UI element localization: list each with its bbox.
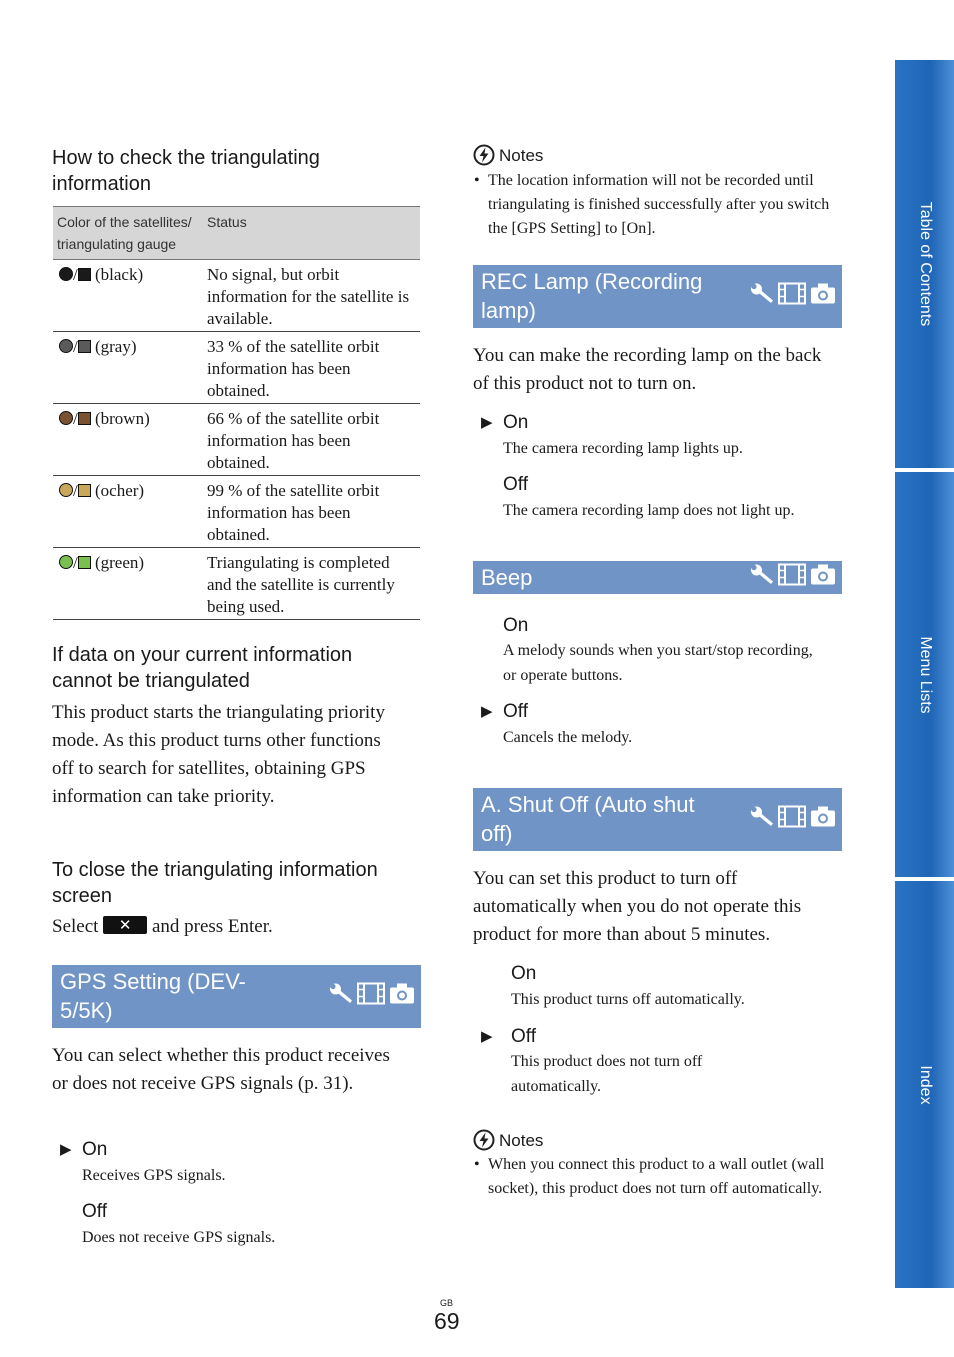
- slash-separator: /: [73, 409, 78, 428]
- table-row: [53, 548, 420, 620]
- color-name: (ocher): [94, 481, 145, 500]
- film-icon: [357, 982, 385, 1011]
- rec-on-desc: The camera recording lamp lights up.: [503, 440, 743, 457]
- camera-icon: [810, 805, 836, 834]
- status-cell: 33 % of the satellite orbit information has been obtained.: [203, 332, 420, 404]
- slash-separator: /: [73, 265, 78, 284]
- gps-setting-bar: [52, 965, 421, 1028]
- camera-icon: [810, 563, 836, 592]
- satellite-dot-icon: [59, 555, 73, 569]
- shut-off-desc: This product does not turn off automatically.: [511, 1053, 703, 1095]
- tab-menu-lists[interactable]: [895, 472, 954, 877]
- selected-marker-icon: ▶: [60, 1141, 72, 1158]
- gauge-square-icon: [78, 268, 91, 281]
- mode-icons: [750, 282, 836, 311]
- status-cell: 66 % of the satellite orbit information has been obtained.: [203, 404, 420, 476]
- selected-marker-icon: ▶: [481, 703, 493, 720]
- gauge-square-icon: [78, 340, 91, 353]
- gps-on-label: On: [82, 1139, 108, 1160]
- mode-icons: [750, 563, 836, 592]
- gps-description: You can select whether this product receives or does not receive GPS signals (p. 31).: [52, 1045, 390, 1094]
- beep-title: Beep: [481, 565, 533, 590]
- color-cell: [53, 260, 203, 332]
- close-x-button-icon: ✕: [103, 916, 147, 934]
- slash-separator: /: [73, 337, 78, 356]
- color-name: (brown): [94, 409, 150, 428]
- satellite-status-table: [53, 206, 420, 620]
- slash-separator: /: [73, 481, 78, 500]
- mode-icons: [750, 805, 836, 834]
- wrench-icon: [329, 982, 353, 1011]
- satellite-dot-icon: [59, 483, 73, 497]
- camera-icon: [389, 982, 415, 1011]
- bullet-icon: •: [474, 172, 480, 189]
- close-heading: To close the triangulating information screen: [52, 859, 378, 907]
- nodata-text: This product starts the triangulating priority mode. As this product turns other functions off to search for satellites, obtaining GPS information can take priority.: [52, 702, 385, 807]
- auto-shut-off-description: You can set this product to turn off automatically when you do not operate this product for more than about 5 minutes.: [473, 868, 802, 945]
- slash-separator: /: [73, 553, 78, 572]
- gps-on-desc: Receives GPS signals.: [82, 1167, 226, 1184]
- tab-index[interactable]: [895, 881, 954, 1288]
- beep-on-label: On: [503, 615, 529, 636]
- rec-lamp-bar: [473, 265, 842, 328]
- gps-off-label: Off: [82, 1201, 107, 1222]
- film-icon: [778, 805, 806, 834]
- table-header-status: Status: [203, 207, 420, 260]
- close-instruction: [52, 913, 273, 941]
- check-heading: How to check the triangulating information: [52, 147, 320, 195]
- notes1-text: The location information will not be recorded until triangulating is finished successfully after you switch the [GPS Setting] to [On].: [488, 172, 830, 237]
- notes2-title: Notes: [499, 1131, 544, 1150]
- gauge-square-icon: [78, 556, 91, 569]
- close-after-text: and press Enter.: [151, 916, 273, 937]
- selected-marker-icon: ▶: [481, 414, 493, 431]
- rec-off-label: Off: [503, 474, 528, 495]
- tab-label: Menu Lists: [916, 635, 934, 714]
- color-cell: [53, 332, 203, 404]
- color-name: (gray): [94, 337, 137, 356]
- table-header-color: Color of the satellites/ triangulating gauge: [53, 207, 203, 260]
- satellite-dot-icon: [59, 339, 73, 353]
- notes2-text: When you connect this product to a wall outlet (wall socket), this product does not turn off automatically.: [488, 1156, 825, 1197]
- satellite-dot-icon: [59, 411, 73, 425]
- notes-icon: [473, 1129, 495, 1151]
- notes-icon: [473, 144, 495, 166]
- table-row: [53, 332, 420, 404]
- nodata-heading: If data on your current information cannot be triangulated: [52, 644, 353, 692]
- status-cell: No signal, but orbit information for the satellite is available.: [203, 260, 420, 332]
- color-name: (green): [94, 553, 145, 572]
- gauge-square-icon: [78, 412, 91, 425]
- gps-setting-title: GPS Setting (DEV-5/5K): [60, 969, 246, 1023]
- color-cell: [53, 404, 203, 476]
- camera-icon: [810, 282, 836, 311]
- tab-label: Table of Contents: [916, 201, 934, 327]
- beep-off-desc: Cancels the melody.: [503, 729, 633, 746]
- rec-lamp-title: REC Lamp (Recording lamp): [481, 269, 703, 323]
- shut-on-desc: This product turns off automatically.: [511, 991, 745, 1008]
- wrench-icon: [750, 282, 774, 311]
- close-select-text: Select: [52, 916, 99, 937]
- shut-off-label: Off: [511, 1026, 536, 1047]
- region-code: GB: [440, 1298, 454, 1308]
- notes1-title: Notes: [499, 146, 544, 165]
- bullet-icon: •: [474, 1156, 480, 1173]
- auto-shut-off-title: A. Shut Off (Auto shut off): [481, 792, 695, 846]
- selected-marker-icon: ▶: [481, 1028, 493, 1045]
- beep-on-desc: A melody sounds when you start/stop recording, or operate buttons.: [503, 642, 813, 684]
- rec-lamp-description: You can make the recording lamp on the back of this product not to turn on.: [473, 345, 822, 394]
- wrench-icon: [750, 563, 774, 592]
- rec-off-desc: The camera recording lamp does not light up.: [503, 502, 795, 519]
- table-row: [53, 260, 420, 332]
- satellite-dot-icon: [59, 267, 73, 281]
- beep-bar: [473, 561, 842, 594]
- table-header-row: [53, 207, 420, 260]
- gps-off-desc: Does not receive GPS signals.: [82, 1229, 276, 1246]
- page-number: 69: [434, 1308, 460, 1334]
- wrench-icon: [750, 805, 774, 834]
- auto-shut-off-bar: [473, 788, 842, 851]
- status-cell: 99 % of the satellite orbit information has been obtained.: [203, 476, 420, 548]
- film-icon: [778, 563, 806, 592]
- beep-off-label: Off: [503, 701, 528, 722]
- film-icon: [778, 282, 806, 311]
- rec-on-label: On: [503, 412, 529, 433]
- color-cell: [53, 548, 203, 620]
- gauge-square-icon: [78, 484, 91, 497]
- table-row: [53, 404, 420, 476]
- tab-label: Index: [916, 1064, 934, 1105]
- shut-on-label: On: [511, 963, 537, 984]
- table-row: [53, 476, 420, 548]
- tab-table-of-contents[interactable]: [895, 60, 954, 468]
- color-name: (black): [94, 265, 144, 284]
- mode-icons: [329, 982, 415, 1011]
- color-cell: [53, 476, 203, 548]
- status-cell: Triangulating is completed and the satellite is currently being used.: [203, 548, 420, 620]
